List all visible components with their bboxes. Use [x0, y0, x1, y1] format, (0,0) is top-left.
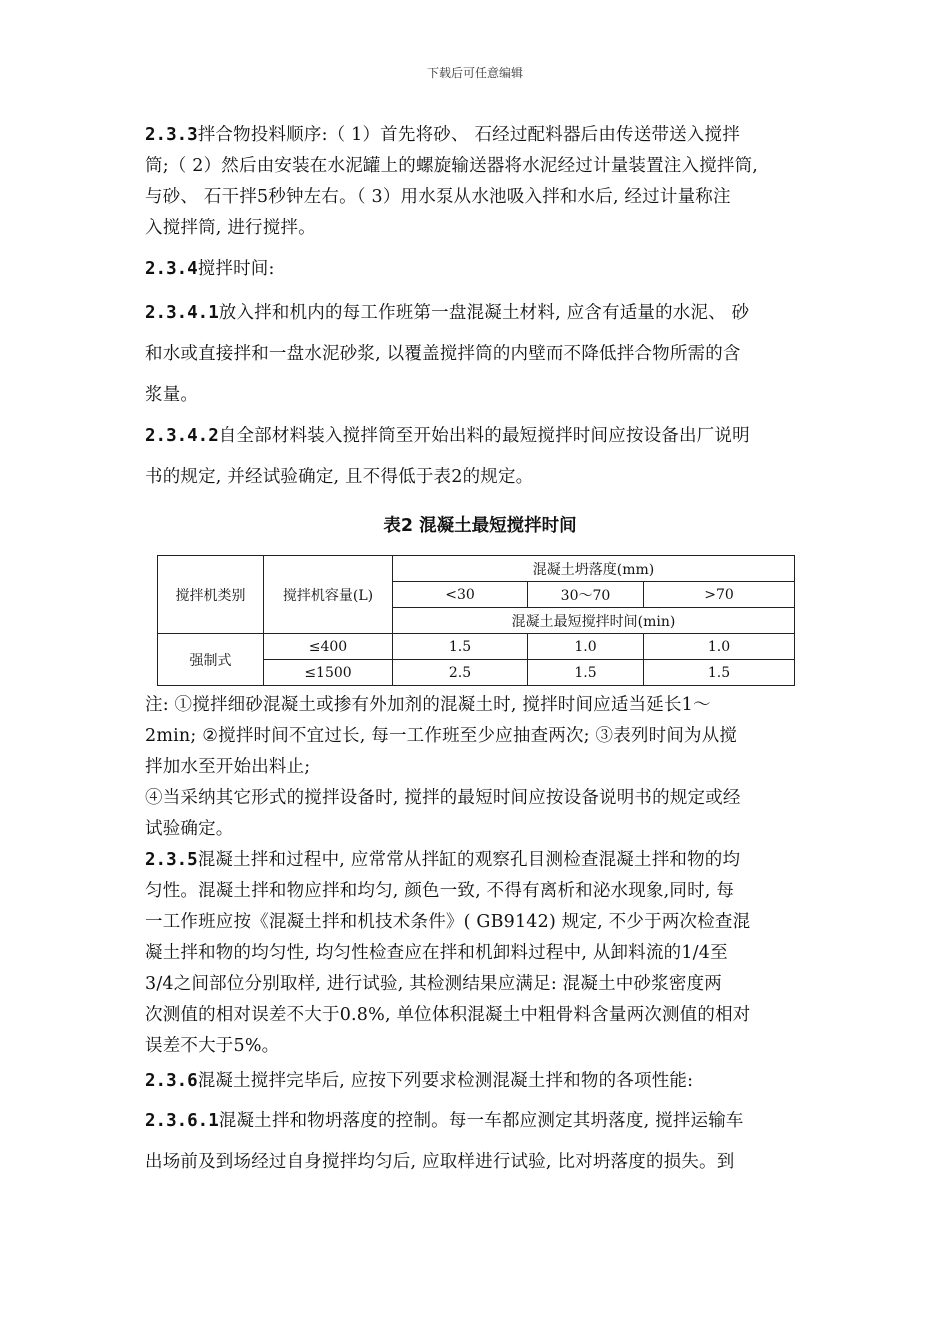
header-mixer-capacity: 搅拌机容量(L) — [264, 556, 393, 634]
text-line: 3/4之间部位分别取样, 进行试验, 其检测结果应满足: 混凝土中砂浆密度两 — [145, 974, 722, 994]
note-line: 注: ①搅拌细砂混凝土或掺有外加剂的混凝土时, 搅拌时间应适当延长1～ — [145, 695, 711, 715]
text-line: 自全部材料装入搅拌筒至开始出料的最短搅拌时间应按设备出厂说明 — [218, 426, 750, 446]
note-line: 试验确定。 — [145, 819, 234, 839]
text-line: 和水或直接拌和一盘水泥砂浆, 以覆盖搅拌筒的内壁而不降低拌合物所需的含 — [145, 344, 741, 364]
header-slump: 混凝土坍落度(mm) — [393, 556, 795, 582]
time-cell: 1.0 — [644, 634, 795, 660]
capacity-cell: ≤400 — [264, 634, 393, 660]
document-body — [145, 120, 815, 1183]
text-line: 次测值的相对误差不大于0.8%, 单位体积混凝土中粗骨料含量两次测值的相对 — [145, 1005, 751, 1025]
section-2-3-4 — [145, 254, 815, 285]
text-line: 书的规定, 并经试验确定, 且不得低于表2的规定。 — [145, 467, 534, 487]
note-line: 2min; ②搅拌时间不宜过长, 每一工作班至少应抽查两次; ③表列时间为从搅 — [145, 726, 738, 746]
text-line: 拌合物投料顺序:（ 1）首先将砂、 石经过配料器后由传送带送入搅拌 — [197, 125, 740, 145]
text-line: 凝土拌和物的均匀性, 均匀性检查应在拌和机卸料过程中, 从卸料流的1/4至 — [145, 943, 728, 963]
section-2-3-4-2 — [145, 416, 815, 498]
mixing-time-table — [157, 555, 795, 686]
section-number: 2.3.5 — [145, 850, 198, 870]
section-number: 2.3.4 — [145, 259, 198, 279]
table-notes — [145, 690, 815, 845]
section-number: 2.3.6 — [145, 1071, 198, 1091]
section-2-3-5 — [145, 845, 815, 1062]
time-cell: 2.5 — [393, 660, 528, 686]
text-line: 匀性。混凝土拌和物应拌和均匀, 颜色一致, 不得有离析和泌水现象,同时, 每 — [145, 881, 735, 901]
time-cell: 1.5 — [393, 634, 528, 660]
text-line: 一工作班应按《混凝土拌和机技术条件》( GB9142) 规定, 不少于两次检查混 — [145, 912, 751, 932]
section-number: 2.3.4.1 — [145, 303, 219, 323]
table-title: 表2 混凝土最短搅拌时间 — [383, 516, 577, 536]
mixer-type-cell: 强制式 — [158, 634, 264, 686]
header-min-time: 混凝土最短搅拌时间(min) — [393, 608, 795, 634]
time-cell: 1.5 — [528, 660, 644, 686]
table-row — [158, 634, 795, 660]
slump-range: <30 — [393, 582, 528, 608]
section-2-3-6 — [145, 1066, 815, 1097]
time-cell: 1.0 — [528, 634, 644, 660]
section-number: 2.3.4.2 — [145, 426, 219, 446]
text-line: 出场前及到场经过自身搅拌均匀后, 应取样进行试验, 比对坍落度的损失。到 — [145, 1152, 735, 1172]
section-number: 2.3.6.1 — [145, 1111, 219, 1131]
text-line: 入搅拌筒, 进行搅拌。 — [145, 218, 316, 238]
text-line: 与砂、 石干拌5秒钟左右。（ 3）用水泵从水池吸入拌和水后, 经过计量称注 — [145, 187, 731, 207]
section-2-3-6-1 — [145, 1101, 815, 1183]
header-mixer-type: 搅拌机类别 — [158, 556, 264, 634]
slump-range: >70 — [644, 582, 795, 608]
note-line: 拌加水至开始出料止; — [145, 757, 311, 777]
section-number: 2.3.3 — [145, 125, 198, 145]
page-header: 下载后可任意编辑 — [426, 66, 523, 80]
text-line: 混凝土拌和过程中, 应常常从拌缸的观察孔目测检查混凝土拌和物的均 — [197, 850, 741, 870]
text-line: 筒;（ 2）然后由安装在水泥罐上的螺旋输送器将水泥经过计量装置注入搅拌筒, — [145, 156, 759, 176]
text-line: 误差不大于5%。 — [145, 1036, 280, 1056]
section-2-3-4-1 — [145, 293, 815, 416]
text-line: 混凝土拌和物坍落度的控制。每一车都应测定其坍落度, 搅拌运输车 — [218, 1111, 744, 1131]
capacity-cell: ≤1500 — [264, 660, 393, 686]
text-line: 混凝土搅拌完毕后, 应按下列要求检测混凝土拌和物的各项性能: — [197, 1071, 694, 1091]
text-line: 搅拌时间: — [197, 259, 275, 279]
time-cell: 1.5 — [644, 660, 795, 686]
text-line: 放入拌和机内的每工作班第一盘混凝土材料, 应含有适量的水泥、 砂 — [218, 303, 750, 323]
section-2-3-3 — [145, 120, 815, 244]
text-line: 浆量。 — [145, 385, 199, 405]
note-line: ④当采纳其它形式的搅拌设备时, 搅拌的最短时间应按设备说明书的规定或经 — [145, 788, 741, 808]
slump-range: 30～70 — [528, 582, 644, 608]
